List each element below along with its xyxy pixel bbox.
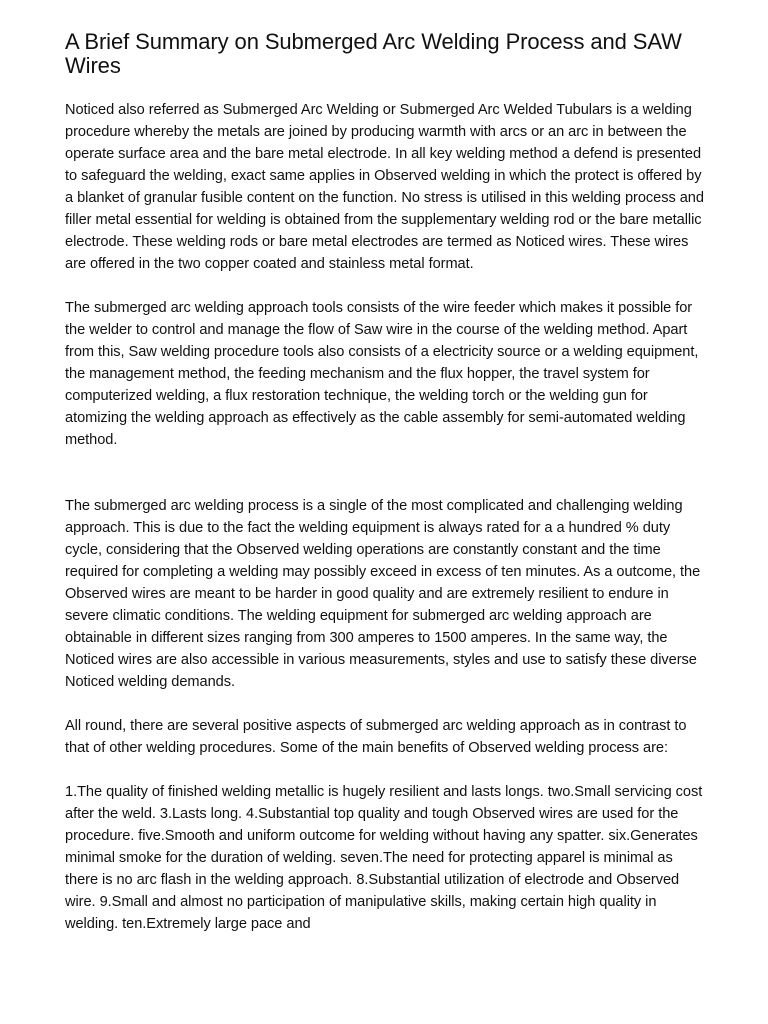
document-page (65, 30, 705, 957)
paragraph-saw-overview: Noticed also referred as Submerged Arc Welding or Submerged Arc Welded Tubulars is a welding procedure whereby the metals are joined by producing warmth with arcs or an arc in between the operate surface area and the bare metal electrode. In all key welding method a defend is presented to safeguard the welding, exact same applies in Observed welding in which the protect is offered by a blanket of granular fusible content on the function. No stress is utilised in this welding process and filler metal essential for welding is obtained from the supplementary welding rod or the bare metallic electrode. These welding rods or bare metal electrodes are termed as Noticed wires. These wires are offered in the two copper coated and stainless metal format. (65, 102, 704, 272)
paragraph-equipment: The submerged arc welding approach tools consists of the wire feeder which makes it possible for the welder to control and manage the flow of Saw wire in the course of the welding method. Apart from this, Saw welding procedure tools also consists of a electricity source or a welding equipment, the management method, the feeding mechanism and the flux hopper, the travel system for computerized welding, a flux restoration technique, the welding torch or the welding gun for atomizing the welding approach as effectively as the cable assembly for semi-automated welding method. (65, 300, 699, 448)
paragraph-process-challenges: The submerged arc welding process is a single of the most complicated and challenging welding approach. This is due to the fact the welding equipment is always rated for a a hundred % duty cycle, considering that the Observed welding operations are constantly constant and the time required for completing a welding may possibly exceed in excess of ten minutes. As a outcome, the Observed wires are meant to be harder in good quality and are extremely resilient to endure in severe climatic conditions. The welding equipment for submerged arc welding approach are obtainable in different sizes ranging from 300 amperes to 1500 amperes. In the same way, the Noticed wires are also accessible in various measurements, styles and use to satisfy these diverse Noticed welding demands. (65, 498, 701, 690)
paragraph-benefits-intro: All round, there are several positive aspects of submerged arc welding approach as in contrast to that of other welding procedures. Some of the main benefits of Observed welding process are: (65, 718, 687, 756)
paragraph-benefits-list: 1.The quality of finished welding metallic is hugely resilient and lasts longs. two.Small servicing cost after the weld. 3.Lasts long. 4.Substantial top quality and tough Observed wires are used for the procedure. five.Smooth and uniform outcome for welding without having any spatter. six.Generates minimal smoke for the duration of welding. seven.The need for protecting apparel is minimal as there is no arc flash in the welding approach. 8.Substantial utilization of electrode and Observed wire. 9.Small and almost no participation of manipulative skills, making certain high quality in welding. ten.Extremely large pace and (65, 784, 703, 932)
document-title: A Brief Summary on Submerged Arc Welding Process and SAW Wires (65, 29, 682, 78)
